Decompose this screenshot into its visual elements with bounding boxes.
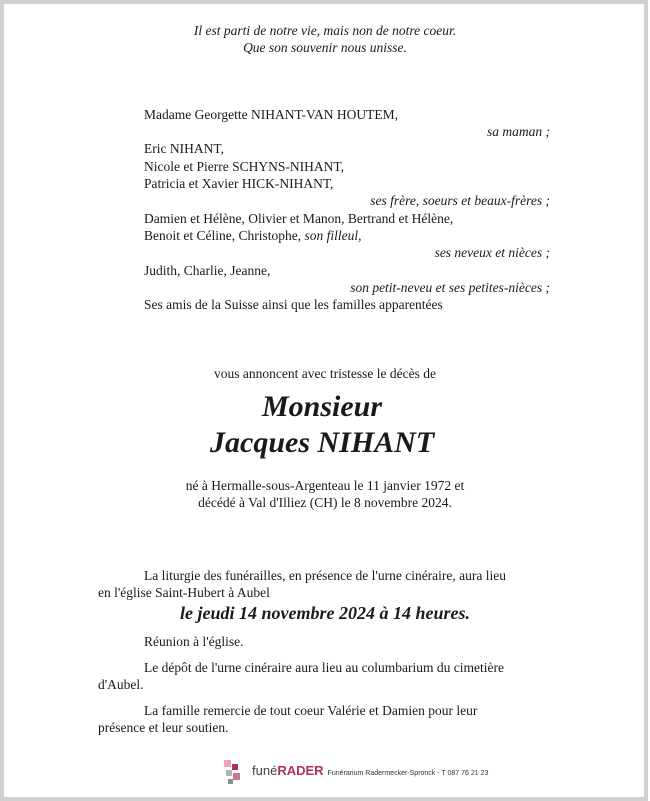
family-friends: Ses amis de la Suisse ainsi que les familles apparentées — [144, 297, 443, 312]
epigraph-line-2: Que son souvenir nous unisse. — [243, 40, 407, 55]
family-sibling-relation: ses frère, soeurs et beaux-frères ; — [370, 193, 550, 208]
urn-text-1: Le dépôt de l'urne cinéraire aura lieu au columbarium du cimetière — [144, 660, 505, 675]
funeral-text-1: La liturgie des funérailles, en présence de l'urne cinéraire, aura lieu — [144, 568, 507, 583]
family-mother: Madame Georgette NIHANT-VAN HOUTEM, — [144, 107, 398, 122]
family-sibling-2: Nicole et Pierre SCHYNS-NIHANT, — [144, 159, 344, 174]
birth-line: né à Hermalle-sous-Argenteau le 11 janvier 1972 et — [185, 478, 465, 493]
family-mother-relation: sa maman ; — [487, 124, 550, 139]
thanks-text-1: La famille remercie de tout coeur Valérie et Damien pour leur — [144, 703, 478, 718]
death-line: décédé à Val d'Illiez (CH) le 8 novembre 2024. — [198, 495, 452, 510]
funeral-home-name: funéRADER Funérarium Radermecker-Spronck - T 087 76 21 23 — [252, 763, 489, 778]
funeral-home-logo-icon — [222, 758, 248, 786]
funeral-home-logo — [222, 758, 489, 788]
family-nephews-relation: ses neveux et nièces ; — [434, 245, 550, 260]
urn-text-2: d'Aubel. — [98, 677, 144, 692]
ceremony-datetime: le jeudi 14 novembre 2024 à 14 heures. — [180, 603, 470, 623]
family-nephews-1: Damien et Hélène, Olivier et Manon, Bertrand et Hélène, — [144, 211, 454, 226]
deceased-name: Jacques NIHANT — [210, 426, 435, 459]
thanks-text-2: présence et leur soutien. — [98, 720, 229, 735]
announcement: vous annoncent avec tristesse le décès de — [214, 366, 436, 381]
family-grandnephews-relation: son petit-neveu et ses petites-nièces ; — [350, 280, 550, 295]
meeting-place: Réunion à l'église. — [144, 634, 244, 649]
family-sibling-1: Eric NIHANT, — [144, 141, 224, 156]
epigraph-line-1: Il est parti de notre vie, mais non de notre coeur. — [193, 23, 457, 38]
family-sibling-3: Patricia et Xavier HICK-NIHANT, — [144, 176, 334, 191]
family-grandnephews: Judith, Charlie, Jeanne, — [144, 263, 271, 278]
funeral-text-2: en l'église Saint-Hubert à Aubel — [98, 585, 270, 600]
family-nephews-2: Benoit et Céline, Christophe, son filleul, — [144, 228, 362, 243]
deceased-title: Monsieur — [262, 390, 383, 423]
